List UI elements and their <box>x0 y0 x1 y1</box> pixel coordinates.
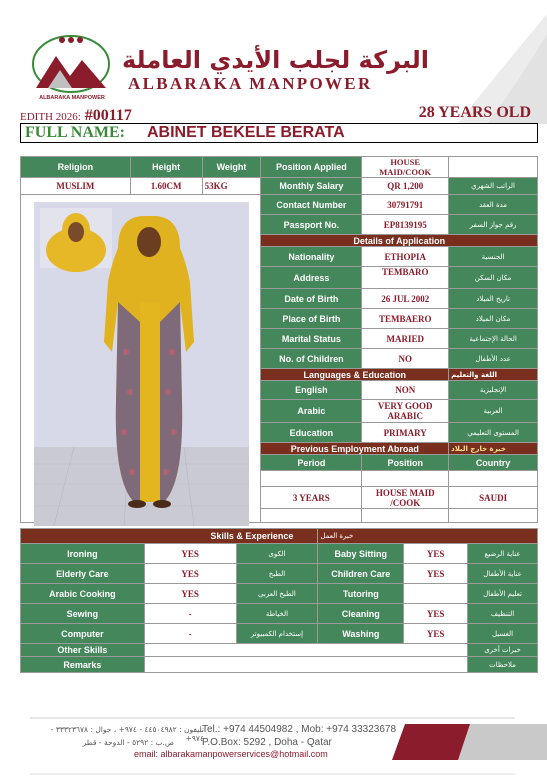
footer-address: P.O.Box: 5292 , Doha - Qatar <box>202 737 332 748</box>
arabic-arabic: العربية <box>449 400 538 423</box>
footer-arabic-phone: تليفون : ٤٤٥٠٤٩٨٢ - ٩٧٤+ ، جوال : ٣٣٣٢٣٦٧٨ - ٩٧٤+ <box>50 725 204 743</box>
skill-ironing-value: YES <box>144 544 236 564</box>
full-name-label: FULL NAME: <box>25 124 125 141</box>
skill-tutoring-value <box>404 584 468 604</box>
children-label: No. of Children <box>261 349 362 369</box>
salary-value: QR 1,200 <box>362 178 449 195</box>
emp-blank-cell <box>261 509 362 523</box>
employment-header: Previous Employment Abroad <box>261 443 449 455</box>
photo-illustration <box>34 202 249 526</box>
employment-header-arabic: خبرة خارج البلاد <box>449 443 538 455</box>
contact-label: Contact Number <box>261 195 362 215</box>
salary-label: Monthly Salary <box>261 178 362 195</box>
skill-cleaning-arabic: التنظيف <box>468 604 538 624</box>
footer-email[interactable]: email: albarakamanpowerservices@hotmail.com <box>134 749 328 759</box>
skill-ironing-arabic: الكوى <box>236 544 318 564</box>
dob-arabic: تاريخ الميلاد <box>449 289 538 309</box>
skill-cleaning-label: Cleaning <box>318 604 404 624</box>
skill-cleaning-value: YES <box>404 604 468 624</box>
company-logo <box>30 30 112 96</box>
footer-arabic-address: ص.ب : ٥٢٩٢ - الدوحة - قطر <box>82 738 174 747</box>
height-value: 1.60CM <box>130 178 202 195</box>
emp-blank-cell <box>362 471 449 487</box>
pob-arabic: مكان الميلاد <box>449 309 538 329</box>
dob-value: 26 JUL 2002 <box>362 289 449 309</box>
emp-position-header: Position <box>362 455 449 471</box>
english-value: NON <box>362 381 449 400</box>
full-name-value: ABINET BEKELE BERATA <box>147 124 345 141</box>
skill-baby-sitting-arabic: عناية الرضيع <box>468 544 538 564</box>
address-value: TEMBARO <box>362 267 449 289</box>
nationality-arabic: الجنسية <box>449 247 538 267</box>
skill-arabic-cooking-label: Arabic Cooking <box>21 584 145 604</box>
other-skills-label: Other Skills <box>21 644 145 657</box>
emp-position-value: HOUSE MAID /COOK <box>362 487 449 509</box>
reference-number: #00117 <box>84 107 132 124</box>
nationality-label: Nationality <box>261 247 362 267</box>
skill-ironing-label: Ironing <box>21 544 145 564</box>
details-header: Details of Application <box>261 235 538 247</box>
emp-blank-cell <box>362 509 449 523</box>
emp-period-value: 3 YEARS <box>261 487 362 509</box>
candidate-photo <box>34 202 249 526</box>
other-skills-arabic: خبرات أخرى <box>468 644 538 657</box>
period-header: Period <box>261 455 362 471</box>
remarks-arabic: ملاحظات <box>468 657 538 673</box>
footer-phone: Tel.: +974 44504982 , Mob: +974 33323678 <box>202 724 397 735</box>
emp-blank-cell <box>449 471 538 487</box>
languages-header: Languages & Education <box>261 369 449 381</box>
marital-label: Marital Status <box>261 329 362 349</box>
skill-children-care-value: YES <box>404 564 468 584</box>
address-arabic: مكان السكن <box>449 267 538 289</box>
arabic-label: Arabic <box>261 400 362 423</box>
skill-washing-value: YES <box>404 624 468 644</box>
salary-arabic: الراتب الشهري <box>449 178 538 195</box>
passport-arabic: رقم جواز السفر <box>449 215 538 235</box>
skill-elderly-care-arabic: الطبخ <box>236 564 318 584</box>
skill-sewing-value: - <box>144 604 236 624</box>
skill-tutoring-label: Tutoring <box>318 584 404 604</box>
education-value: PRIMARY <box>362 423 449 443</box>
emp-blank-cell <box>261 471 362 487</box>
position-value: HOUSE MAID/COOK <box>362 157 449 178</box>
contact-value: 30791791 <box>362 195 449 215</box>
religion-header: Religion <box>21 157 131 178</box>
passport-value: EP8139195 <box>362 215 449 235</box>
address-label: Address <box>261 267 362 289</box>
skill-elderly-care-value: YES <box>144 564 236 584</box>
height-header: Height <box>130 157 202 178</box>
skill-tutoring-arabic: تعليم الأطفال <box>468 584 538 604</box>
skills-table <box>20 528 538 673</box>
weight-value: 53KG <box>202 178 261 195</box>
logo-caption: ALBARAKA MANPOWER <box>39 95 105 101</box>
dob-label: Date of Birth <box>261 289 362 309</box>
marital-value: MARIED <box>362 329 449 349</box>
age: 28 YEARS OLD <box>418 104 531 121</box>
children-arabic: عدد الأطفال <box>449 349 538 369</box>
edition-label: EDITH 2026: <box>20 111 81 123</box>
full-name-box <box>20 123 538 143</box>
arabic-value: VERY GOOD ARABIC <box>362 400 449 423</box>
skill-baby-sitting-value: YES <box>404 544 468 564</box>
skill-children-care-label: Children Care <box>318 564 404 584</box>
brand-name-arabic: البركة لجلب الأيدي العاملة <box>122 46 430 74</box>
nationality-value: ETHOPIA <box>362 247 449 267</box>
skill-computer-label: Computer <box>21 624 145 644</box>
children-value: NO <box>362 349 449 369</box>
pob-label: Place of Birth <box>261 309 362 329</box>
skills-header: Skills & Experience <box>21 529 318 544</box>
position-label: Position Applied <box>261 157 362 178</box>
marital-arabic: الحالة الإجتماعية <box>449 329 538 349</box>
skill-children-care-arabic: عناية الأطفال <box>468 564 538 584</box>
english-label: English <box>261 381 362 400</box>
skill-computer-value: - <box>144 624 236 644</box>
brand-name-english: ALBARAKA MANPOWER <box>128 74 373 93</box>
religion-value: MUSLIM <box>21 178 131 195</box>
weight-header: Weight <box>202 157 261 178</box>
skill-computer-arabic: إستخدام الكمبيوتر <box>236 624 318 644</box>
remarks-value <box>144 657 467 673</box>
emp-country-value: SAUDI <box>449 487 538 509</box>
country-header: Country <box>449 455 538 471</box>
education-arabic: المستوى التعليمي <box>449 423 538 443</box>
other-skills-value <box>144 644 467 657</box>
skill-arabic-cooking-value: YES <box>144 584 236 604</box>
skill-sewing-label: Sewing <box>21 604 145 624</box>
skills-header-arabic: خبرة العمل <box>318 529 538 544</box>
position-blank <box>449 157 538 178</box>
skill-sewing-arabic: الخياطة <box>236 604 318 624</box>
skill-washing-label: Washing <box>318 624 404 644</box>
education-label: Education <box>261 423 362 443</box>
skill-arabic-cooking-arabic: الطبخ العربى <box>236 584 318 604</box>
passport-label: Passport No. <box>261 215 362 235</box>
english-arabic: الإنجليزية <box>449 381 538 400</box>
skill-washing-arabic: الغسيل <box>468 624 538 644</box>
languages-header-arabic: اللغة والتعليم <box>449 369 538 381</box>
emp-blank-cell <box>449 509 538 523</box>
remarks-label: Remarks <box>21 657 145 673</box>
contact-arabic: مدة العقد <box>449 195 538 215</box>
skill-elderly-care-label: Elderly Care <box>21 564 145 584</box>
footer <box>0 712 547 782</box>
pob-value: TEMBAERO <box>362 309 449 329</box>
skill-baby-sitting-label: Baby Sitting <box>318 544 404 564</box>
